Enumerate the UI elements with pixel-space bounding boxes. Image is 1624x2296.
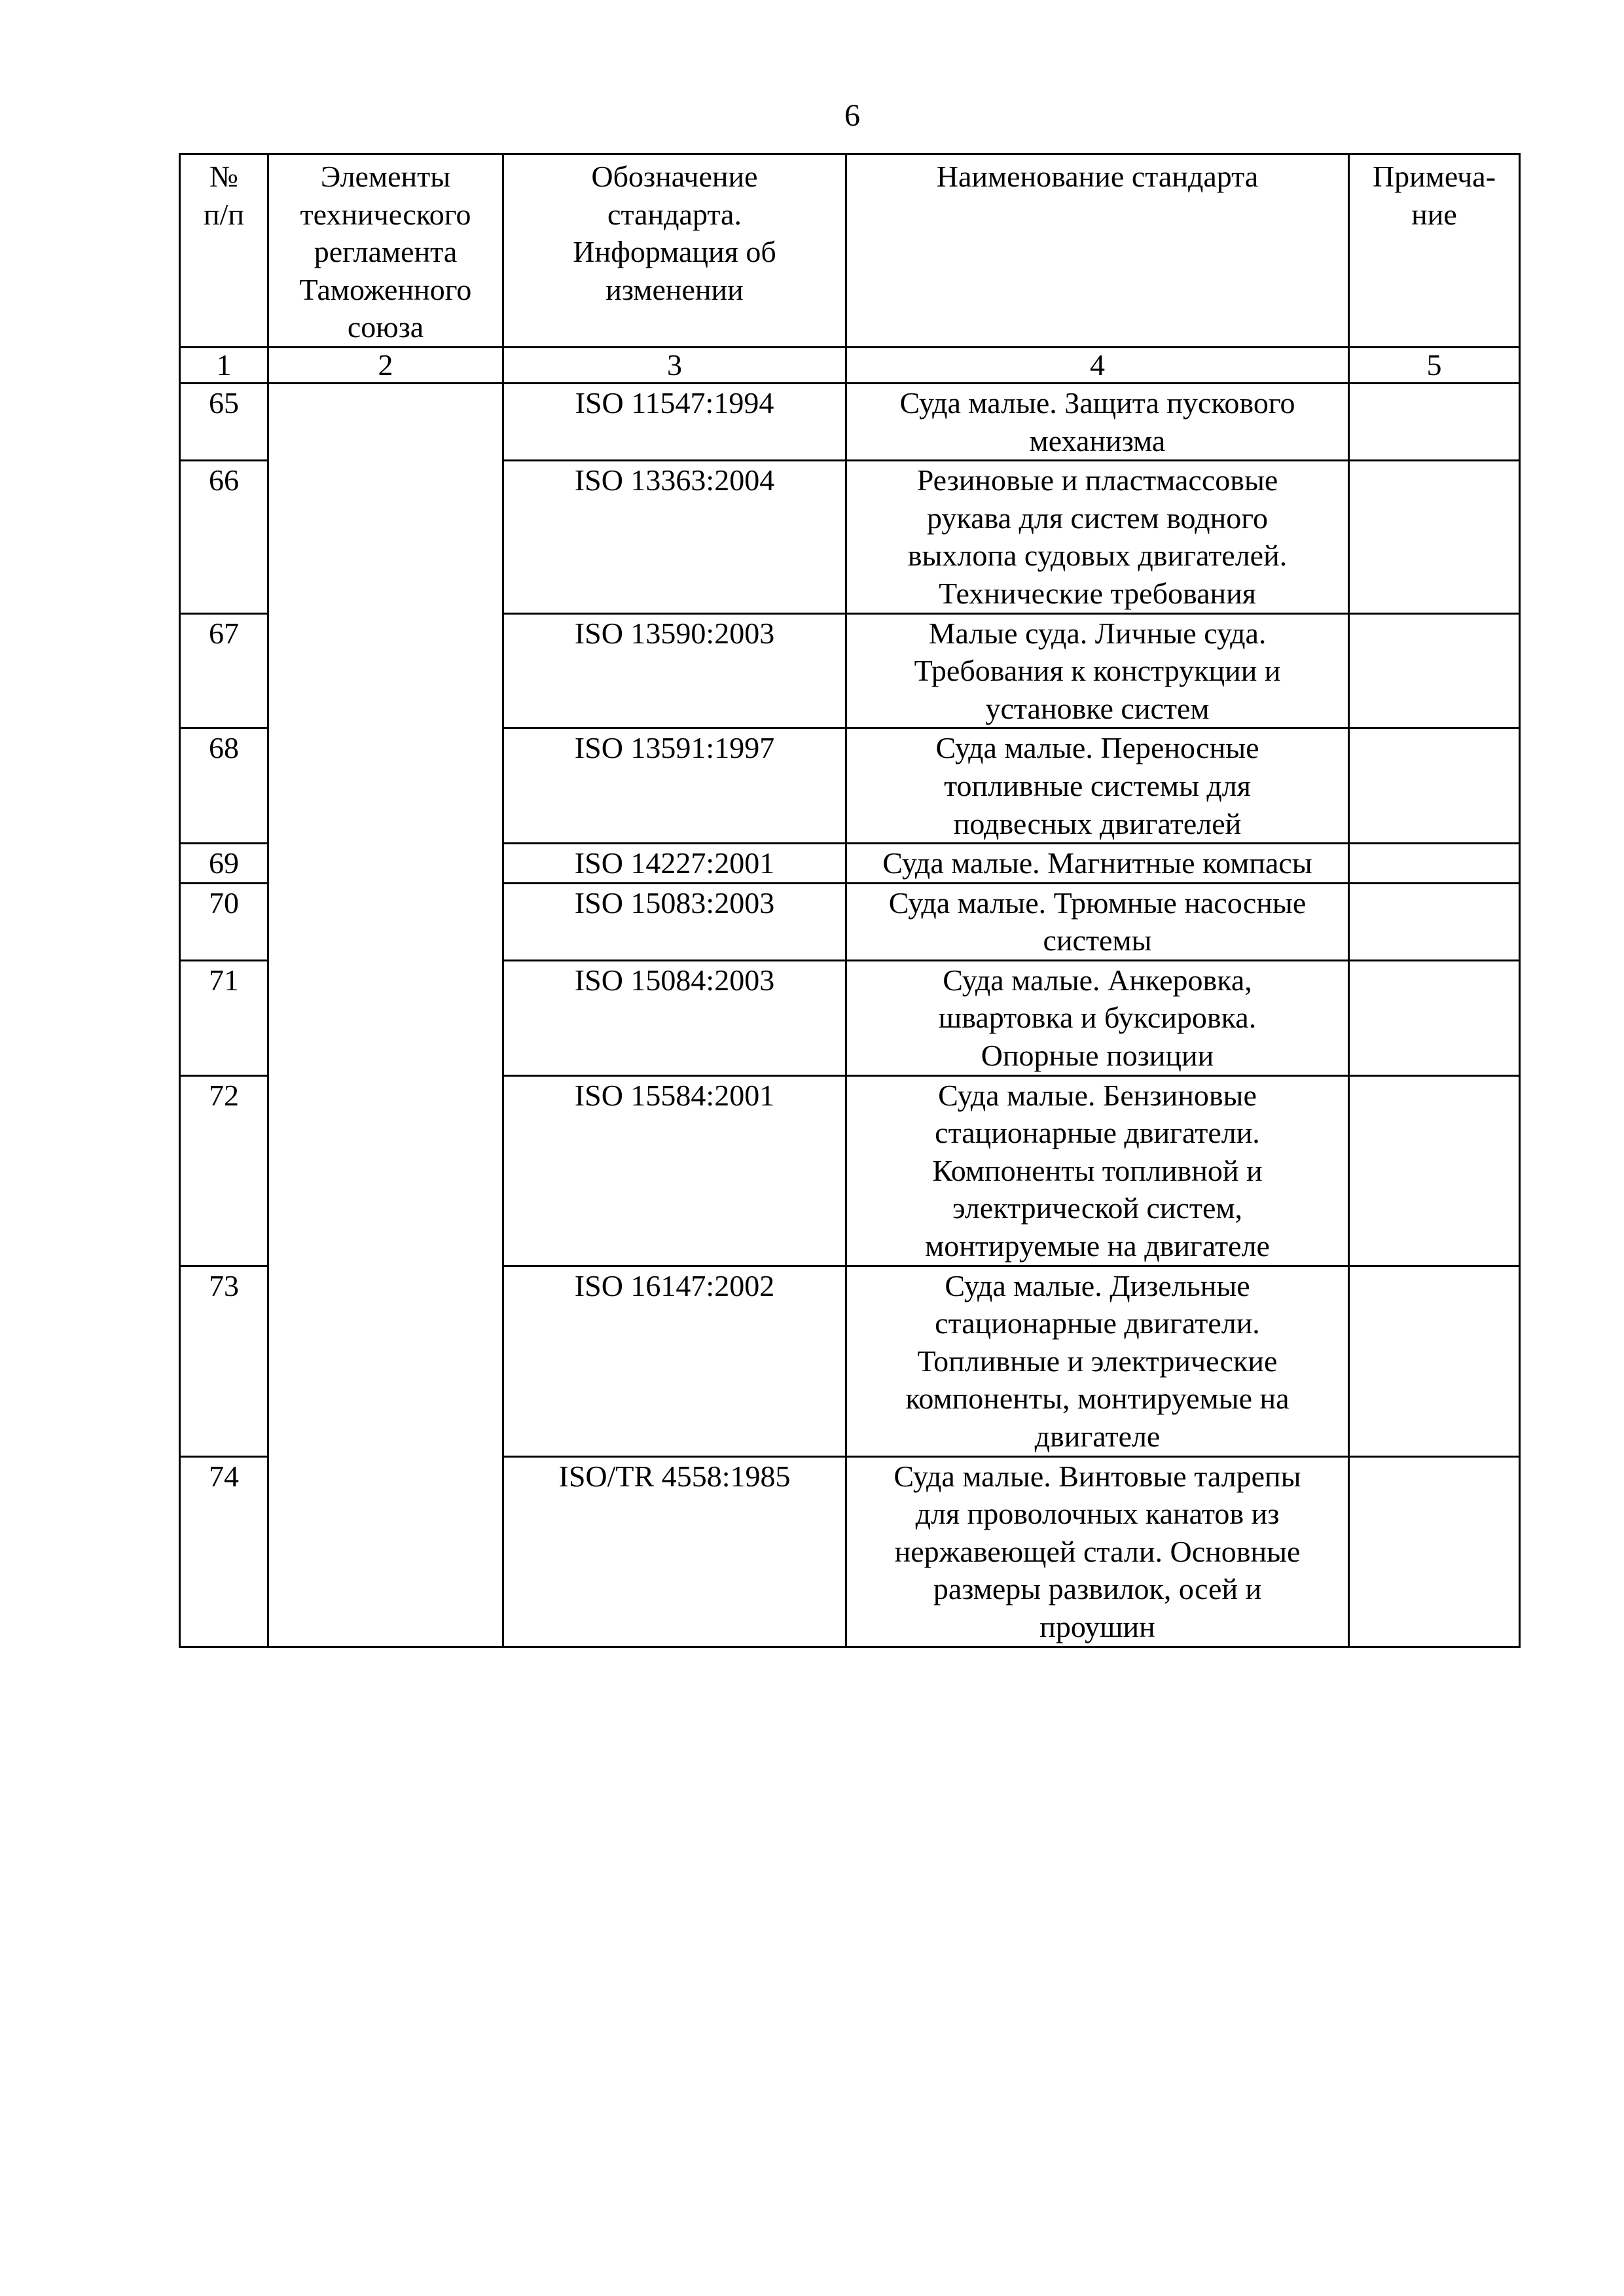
standard-name-line: стационарные двигатели. [935,1306,1260,1340]
standard-designation: ISO 16147:2002 [503,1266,846,1456]
header-standard-name [846,154,1349,348]
standard-name [846,613,1349,728]
standard-name [846,1456,1349,1647]
standard-name-line: Суда малые. Бензиновые [938,1078,1257,1112]
header-text-line: регламента [314,235,458,269]
standard-name-line: установке систем [985,691,1210,725]
standard-name-line: системы [1043,924,1152,958]
note-cell [1349,1266,1520,1456]
standards-table [179,153,1521,1648]
standard-name [846,1075,1349,1266]
standard-name [846,844,1349,884]
note-cell [1349,728,1520,844]
standard-name-line: Резиновые и пластмассовые [916,463,1278,497]
header-note [1349,154,1520,348]
row-number: 73 [180,1266,268,1456]
header-text-line: технического [300,197,471,231]
standard-name-line: Компоненты топливной и [932,1153,1263,1187]
standard-name-line: Малые суда. Личные суда. [928,616,1267,650]
header-text-line: Обозначение [591,160,758,193]
column-number: 3 [503,347,846,383]
standard-designation: ISO/TR 4558:1985 [503,1456,846,1647]
header-text-line: стандарта. [607,197,742,231]
column-number: 2 [268,347,503,383]
row-number: 67 [180,613,268,728]
standard-name [846,883,1349,960]
table-row [180,383,1520,460]
header-designation [503,154,846,348]
standard-designation: ISO 11547:1994 [503,383,846,460]
row-number: 71 [180,960,268,1075]
row-number: 65 [180,383,268,460]
column-number: 1 [180,347,268,383]
standard-name-line: выхлопа судовых двигателей. [907,539,1288,573]
note-cell [1349,960,1520,1075]
standard-name [846,461,1349,613]
standard-name [846,960,1349,1075]
standard-name-line: электрической систем, [952,1191,1243,1225]
standard-name-line: Суда малые. Защита пускового [899,386,1295,420]
note-cell [1349,461,1520,613]
column-number: 5 [1349,347,1520,383]
column-number: 4 [846,347,1349,383]
row-number: 68 [180,728,268,844]
note-cell [1349,844,1520,884]
header-text-line: п/п [203,197,244,231]
standard-name-line: швартовка и буксировка. [938,1001,1257,1035]
column-number-row [180,347,1520,383]
note-cell [1349,383,1520,460]
row-number: 72 [180,1075,268,1266]
standard-name-line: Суда малые. Винтовые талрепы [893,1459,1301,1493]
header-text-line: Наименование стандарта [936,160,1259,193]
note-cell [1349,613,1520,728]
standard-designation: ISO 13591:1997 [503,728,846,844]
standard-name-line: двигателе [1034,1420,1161,1453]
standard-name-line: размеры развилок, осей и [933,1572,1262,1606]
row-number: 70 [180,883,268,960]
standard-name-line: Суда малые. Магнитные компасы [882,846,1312,880]
header-text-line: Элементы [320,160,451,193]
header-text-line: изменении [605,272,744,306]
note-cell [1349,883,1520,960]
standard-designation: ISO 13590:2003 [503,613,846,728]
standard-designation: ISO 14227:2001 [503,844,846,884]
standard-name-line: Суда малые. Анкеровка, [943,963,1252,997]
row-number: 69 [180,844,268,884]
standard-name [846,728,1349,844]
row-number: 66 [180,461,268,613]
note-cell [1349,1456,1520,1647]
standard-name-line: компоненты, монтируемые на [905,1382,1290,1416]
table-body [180,383,1520,1647]
standard-name-line: для проволочных канатов из [915,1497,1280,1531]
standard-designation: ISO 15084:2003 [503,960,846,1075]
page-number: 6 [844,98,860,133]
standard-designation: ISO 15083:2003 [503,883,846,960]
standard-name-line: стационарные двигатели. [935,1116,1260,1150]
standard-name-line: механизма [1029,423,1166,457]
header-text-line: № [209,160,238,193]
header-text-line: Информация об [573,235,776,269]
regulation-elements-cell [268,383,503,1647]
standard-name-line: монтируемые на двигателе [925,1229,1270,1263]
standard-name-line: рукава для систем водного [927,501,1268,535]
standard-name [846,383,1349,460]
table-header-row [180,154,1520,348]
standard-designation: ISO 13363:2004 [503,461,846,613]
standard-name-line: Суда малые. Трюмные насосные [888,886,1307,920]
standard-name [846,1266,1349,1456]
standard-designation: ISO 15584:2001 [503,1075,846,1266]
header-text-line: союза [347,310,424,344]
standard-name-line: Технические требования [939,576,1256,610]
header-regulation-elements [268,154,503,348]
note-cell [1349,1075,1520,1266]
standard-name-line: проушин [1039,1609,1155,1643]
header-text-line: Примеча- [1372,160,1496,193]
standard-name-line: Требования к конструкции и [914,654,1281,688]
row-number: 74 [180,1456,268,1647]
standard-name-line: Опорные позиции [981,1039,1214,1073]
standard-name-line: Суда малые. Переносные [935,731,1259,765]
header-text-line: ние [1411,197,1457,231]
standard-name-line: подвесных двигателей [953,806,1242,840]
header-text-line: Таможенного [299,272,472,306]
standard-name-line: Топливные и электрические [917,1344,1278,1378]
header-number [180,154,268,348]
standard-name-line: топливные системы для [944,768,1251,802]
standard-name-line: Суда малые. Дизельные [945,1268,1250,1302]
standard-name-line: нержавеющей стали. Основные [894,1534,1301,1568]
